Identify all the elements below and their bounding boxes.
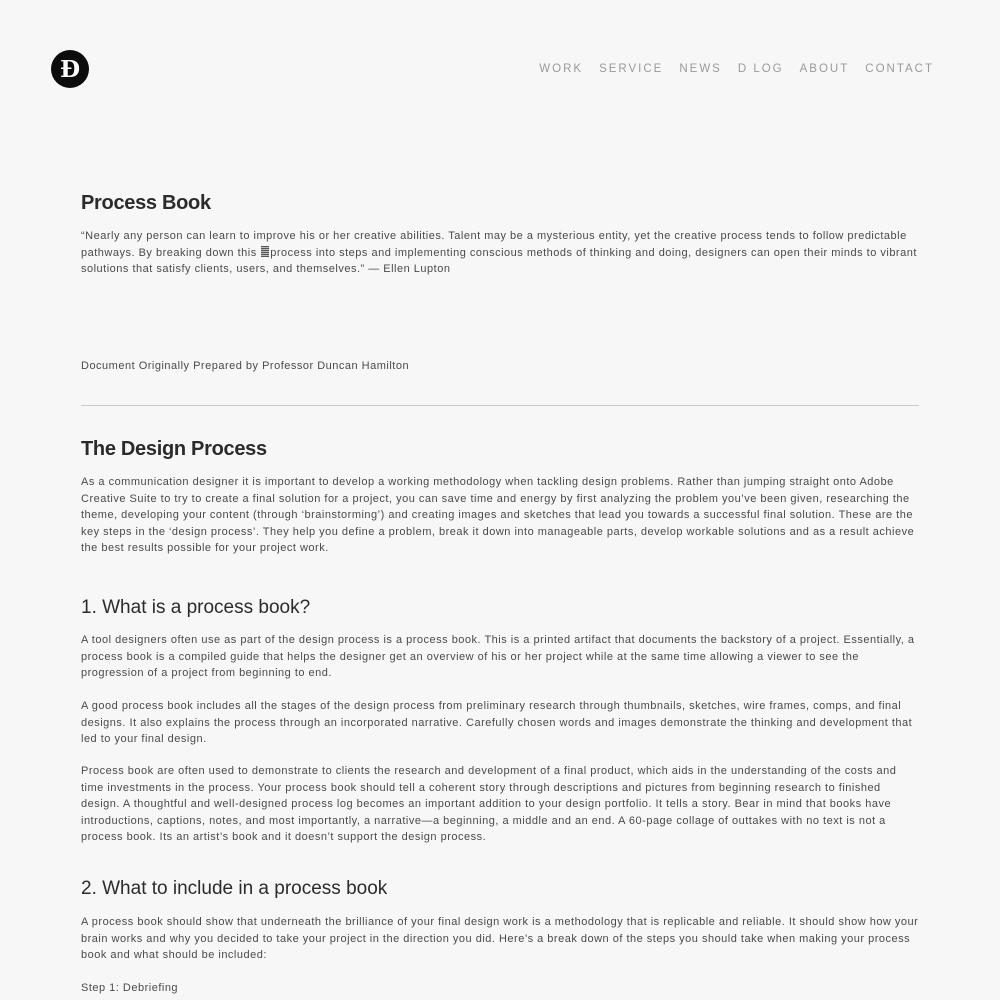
intro-quote — [81, 228, 919, 278]
nav-dlog-link[interactable]: D LOG — [737, 63, 784, 75]
main-nav — [539, 62, 934, 76]
section-1-paragraph-1: A tool designers often use as part of the design process is a process book. This is a printed artifact that documents the backstory of a project. Essentially, a process book is a compiled guide that helps the designer get an overview of his or her project while at the same time allowing a viewer to see the progression of a project from beginning to end. — [81, 634, 915, 680]
nav-news-link[interactable]: NEWS — [679, 63, 722, 75]
section-1-paragraph-3: Process book are often used to demonstrate to clients the research and development of a final product, which aids in the understanding of the costs and time investments in the process. Your process book should tell a coherent story through descriptions and pictures from beginning research to finished design. A thoughtful and well-designed process log becomes an important addition to your design portfolio. It tells a story. Bear in mind that books have introductions, captions, notes, and most importantly, a narrative—a beginning, a middle and an end. A 60-page collage of outtakes with no text is not a process book. Its an artist’s book and it doesn’t support the design process. — [81, 765, 897, 844]
section-1-heading: 1. What is a process book? — [81, 597, 311, 618]
section-2-paragraph-1: A process book should show that underneath the brilliance of your final design work is a methodology that is replicable and reliable. It should show how your brain works and why you decided to take your project in the direction you did. Here’s a break down of the steps you should take when making your process book and what should be included: — [81, 916, 919, 962]
step-1-label: Step 1: Debriefing — [81, 982, 179, 994]
section-divider — [81, 405, 919, 406]
document-credit: Document Originally Prepared by Professor Duncan Hamilton — [81, 360, 410, 372]
nav-work-link[interactable]: WORK — [539, 63, 584, 75]
quote-text-start: “Nearly any person can learn to improve his or her creative abilities. Talent may be a mysterious entity, yet the creative process tends to follow predictable pathways. By breaking down this — [81, 230, 907, 259]
section-1-paragraph-2: A good process book includes all the stages of the design process from preliminary research through thumbnails, sketches, wire frames, comps, and final designs. It also explains the process through an incorporated narrative. Carefully chosen words and images demonstrate the thinking and development that led to your final design. — [81, 700, 913, 746]
quote-text-end: process into steps and implementing conscious methods of thinking and doing, designers can open their minds to vibrant solutions that satisfy clients, users, and themselves.” — Ellen Lupton — [81, 246, 917, 276]
unknown-glyph-icon — [261, 246, 269, 257]
nav-contact-link[interactable]: CONTACT — [865, 63, 934, 75]
nav-service-link[interactable]: SERVICE — [599, 63, 664, 75]
page-title: Process Book — [81, 192, 211, 214]
nav-about-link[interactable]: ABOUT — [799, 63, 850, 75]
design-process-heading: The Design Process — [81, 438, 267, 460]
site-logo[interactable]: Đ — [51, 50, 89, 88]
section-2-heading: 2. What to include in a process book — [81, 878, 388, 899]
design-process-paragraph: As a communication designer it is important to develop a working methodology when tackling design problems. Rather than jumping straight onto Adobe Creative Suite to try to create a final solution for a project, you can save time and energy by first analyzing the problem you’ve been given, researching the theme, developing your content (through ‘brainstorming’) and creating images and sketches that lead you towards a successful final solution. These are the key steps in the ‘design process’. They help you define a problem, break it down into manageable parts, develop workable solutions and as a result achieve the best results possible for your project work. — [81, 476, 915, 555]
